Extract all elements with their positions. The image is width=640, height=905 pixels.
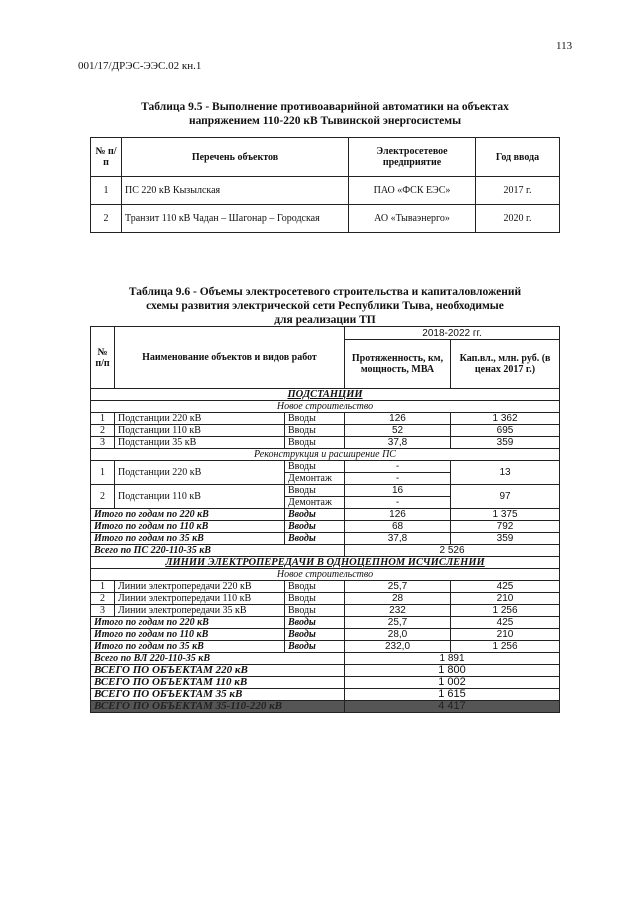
table-row (91, 593, 560, 605)
section-row (91, 557, 560, 569)
col-company-header: Электросетевое предприятие (349, 138, 476, 177)
total-row (91, 641, 560, 653)
cell: 210 (451, 629, 560, 641)
cell: 1 800 (345, 665, 560, 677)
table-row (91, 205, 560, 233)
col-num-header: № п/п (91, 138, 122, 177)
cell: АО «Тываэнерго» (349, 205, 476, 233)
total-row (91, 617, 560, 629)
grand-total-row (91, 677, 560, 689)
cell: Всего по ПС 220-110-35 кВ (91, 545, 345, 557)
cell: 4 417 (345, 701, 560, 713)
cell: ВСЕГО ПО ОБЪЕКТАМ 110 кВ (91, 677, 345, 689)
cell: Вводы (285, 425, 345, 437)
subsection-row (91, 449, 560, 461)
cell: Вводы (285, 521, 345, 533)
cell: 2 526 (345, 545, 560, 557)
table-row (91, 581, 560, 593)
cell: Итого по годам по 220 кВ (91, 509, 285, 521)
cell: 2 (91, 593, 115, 605)
cell: Вводы (285, 437, 345, 449)
cell: 28 (345, 593, 451, 605)
cell: 1 (91, 461, 115, 485)
cell: 25,7 (345, 581, 451, 593)
construction-volumes-table (90, 326, 560, 713)
cell: 28,0 (345, 629, 451, 641)
cell: 2 (91, 205, 122, 233)
section-substations: ПОДСТАНЦИИ (91, 389, 560, 401)
cell: 52 (345, 425, 451, 437)
table2-caption-line3: для реализации ТП (274, 314, 376, 326)
cell: ВСЕГО ПО ОБЪЕКТАМ 220 кВ (91, 665, 345, 677)
cell: Итого по годам по 220 кВ (91, 617, 285, 629)
cell: 2 (91, 485, 115, 509)
total-row (91, 521, 560, 533)
table1-caption-line2: напряжением 110-220 кВ Тывинской энергосистемы (188, 115, 462, 127)
cell: 1 891 (345, 653, 560, 665)
total-row (91, 629, 560, 641)
cell: 1 (91, 177, 122, 205)
cell: 210 (451, 593, 560, 605)
cell: Итого по годам по 110 кВ (91, 629, 285, 641)
cell: 232,0 (345, 641, 451, 653)
cell: 1 615 (345, 689, 560, 701)
cell: ПС 220 кВ Кызылская (122, 177, 349, 205)
col-year-header: Год ввода (476, 138, 560, 177)
cell: Линии электропередачи 110 кВ (115, 593, 285, 605)
subsection-new-construction: Новое строительство (91, 569, 560, 581)
cell: 3 (91, 437, 115, 449)
cell: ПАО «ФСК ЕЭС» (349, 177, 476, 205)
cell: 1 (91, 413, 115, 425)
table2-caption-line2: схемы развития электрической сети Республики Тыва, необходимые (146, 300, 504, 312)
table-row (91, 177, 560, 205)
cell: Линии электропередачи 35 кВ (115, 605, 285, 617)
table1-caption (90, 100, 560, 128)
cell: Вводы (285, 533, 345, 545)
col-objects-header: Перечень объектов (122, 138, 349, 177)
cell: Вводы (285, 509, 345, 521)
cell: 1 (91, 581, 115, 593)
cell: Всего по ВЛ 220-110-35 кВ (91, 653, 345, 665)
cell: 126 (345, 413, 451, 425)
document-code: 001/17/ДРЭС-ЭЭС.02 кн.1 (78, 60, 202, 72)
total-row (91, 533, 560, 545)
total-row (91, 509, 560, 521)
cell: 97 (451, 485, 560, 509)
subsection-row (91, 401, 560, 413)
cell: 2 (91, 425, 115, 437)
cell: Итого по годам по 35 кВ (91, 533, 285, 545)
cell: 1 362 (451, 413, 560, 425)
cell: 25,7 (345, 617, 451, 629)
table-row (91, 461, 560, 473)
col-name-header: Наименование объектов и видов работ (115, 327, 345, 389)
cell: Вводы (285, 629, 345, 641)
table2-caption (90, 285, 560, 327)
cell: 1 256 (451, 605, 560, 617)
table1-caption-line1: Таблица 9.5 - Выполнение противоаварийной автоматики на объектах (141, 101, 509, 113)
table-row (91, 437, 560, 449)
page-number: 113 (556, 40, 573, 52)
section-row (91, 389, 560, 401)
col-length-header: Протяженность, км, мощность, МВА (345, 340, 451, 389)
cell: Подстанции 110 кВ (115, 485, 285, 509)
cell: Вводы (285, 593, 345, 605)
cell: Подстанции 220 кВ (115, 413, 285, 425)
cell: 16 (345, 485, 451, 497)
subsection-new-construction: Новое строительство (91, 401, 560, 413)
grand-total-row (91, 701, 560, 713)
subsection-reconstruction: Реконструкция и расширение ПС (91, 449, 560, 461)
cell: 1 002 (345, 677, 560, 689)
cell: - (345, 461, 451, 473)
table-row (91, 413, 560, 425)
cell: Вводы (285, 617, 345, 629)
table2-caption-line1: Таблица 9.6 - Объемы электросетевого строительства и капиталовложений (128, 286, 522, 298)
automation-table (90, 137, 560, 233)
cell: 2017 г. (476, 177, 560, 205)
section-power-lines: ЛИНИИ ЭЛЕКТРОПЕРЕДАЧИ В ОДНОЦЕПНОМ ИСЧИСЛЕНИИ (91, 557, 560, 569)
cell: 68 (345, 521, 451, 533)
cell: 425 (451, 581, 560, 593)
cell: Итого по годам по 110 кВ (91, 521, 285, 533)
col-capex-header: Кап.вл., млн. руб. (в ценах 2017 г.) (451, 340, 560, 389)
total-row (91, 653, 560, 665)
cell: Вводы (285, 461, 345, 473)
cell: Подстанции 110 кВ (115, 425, 285, 437)
cell: - (345, 497, 451, 509)
table-header-row (91, 327, 560, 340)
table-row (91, 485, 560, 497)
table-header-row (91, 138, 560, 177)
cell: 359 (451, 437, 560, 449)
cell: 13 (451, 461, 560, 485)
cell: Вводы (285, 485, 345, 497)
cell: 37,8 (345, 533, 451, 545)
cell: 232 (345, 605, 451, 617)
cell: Демонтаж (285, 497, 345, 509)
col-period-header: 2018-2022 гг. (345, 327, 560, 340)
cell: 359 (451, 533, 560, 545)
cell: 1 256 (451, 641, 560, 653)
cell: 2020 г. (476, 205, 560, 233)
cell: Транзит 110 кВ Чадан – Шагонар – Городская (122, 205, 349, 233)
cell: ВСЕГО ПО ОБЪЕКТАМ 35 кВ (91, 689, 345, 701)
cell: Подстанции 220 кВ (115, 461, 285, 485)
cell: Вводы (285, 641, 345, 653)
cell: ВСЕГО ПО ОБЪЕКТАМ 35-110-220 кВ (91, 701, 345, 713)
cell: 792 (451, 521, 560, 533)
cell: - (345, 473, 451, 485)
table-row (91, 605, 560, 617)
grand-total-row (91, 689, 560, 701)
grand-total-row (91, 665, 560, 677)
total-row (91, 545, 560, 557)
subsection-row (91, 569, 560, 581)
cell: 126 (345, 509, 451, 521)
cell: Вводы (285, 581, 345, 593)
col-num-header: № п/п (91, 327, 115, 389)
cell: 695 (451, 425, 560, 437)
cell: Подстанции 35 кВ (115, 437, 285, 449)
cell: Линии электропередачи 220 кВ (115, 581, 285, 593)
cell: Вводы (285, 605, 345, 617)
cell: Демонтаж (285, 473, 345, 485)
cell: 37,8 (345, 437, 451, 449)
cell: Вводы (285, 413, 345, 425)
table-row (91, 425, 560, 437)
cell: Итого по годам по 35 кВ (91, 641, 285, 653)
cell: 1 375 (451, 509, 560, 521)
cell: 3 (91, 605, 115, 617)
cell: 425 (451, 617, 560, 629)
